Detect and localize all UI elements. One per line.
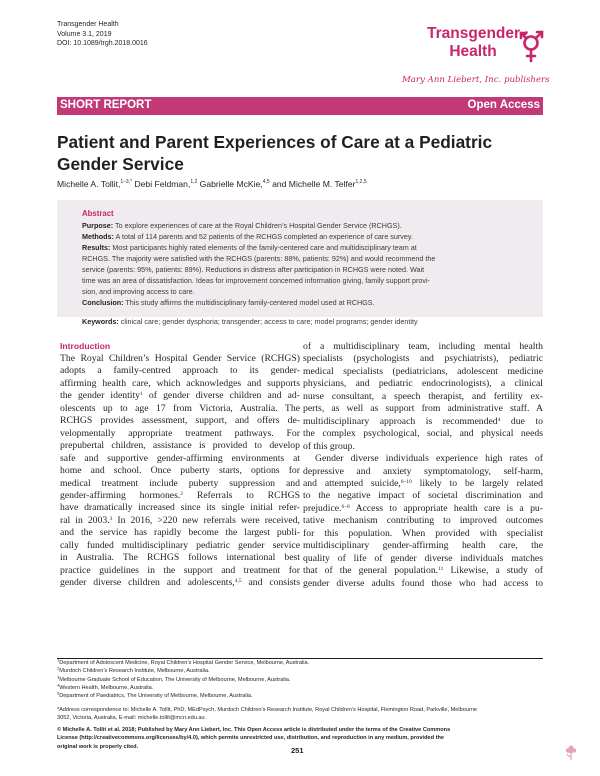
license-line-1: © Michelle A. Tollit et al. 2018; Published by Mary Ann Liebert, Inc. This Open Access article is distributed under the terms of the Creative Commons	[57, 727, 451, 733]
abstract-results	[82, 242, 532, 297]
citation-sup[interactable]: 3	[109, 515, 113, 522]
text-line: have dramatically increased since its single initial refer-	[60, 502, 300, 514]
abstract-conclusion	[82, 297, 532, 308]
text-line: and attempted suicide,$^{6-10}$ likely to be largely related	[303, 477, 543, 489]
logo-line1: Transgender	[427, 25, 521, 42]
journal-meta	[57, 20, 148, 49]
text-line: practice guidelines in the support and treatment for	[60, 564, 300, 576]
flower-icon	[565, 745, 577, 761]
text-line: olescents up to age 17 from Victoria, Australia. The	[60, 402, 300, 414]
text-line: specialists (psychologists and psychiatrists), pediatric	[303, 353, 543, 365]
conclusion-label: Conclusion:	[82, 298, 124, 307]
journal-logo[interactable]	[427, 25, 519, 61]
methods-label: Methods:	[82, 232, 114, 241]
transgender-symbol-icon	[518, 26, 546, 64]
text-line: that of the general population.$^{11}$ Likewise, a study of	[303, 565, 544, 577]
purpose-text: To explore experiences of care at the Royal Children’s Hospital Gender Service (RCHGS).	[113, 221, 402, 230]
purpose-label: Purpose:	[82, 221, 114, 230]
text-line: tative mechanism contributing to improved outcomes	[303, 515, 543, 527]
author-list	[57, 179, 367, 189]
results-line-5: sion, and improving access to care.	[82, 287, 195, 296]
text-line: for this population. When provided with specialist	[303, 527, 543, 539]
text-line: Gender diverse individuals experience high rates of	[315, 453, 543, 465]
abstract-keywords	[82, 316, 532, 327]
title-line-2: Gender Service	[57, 154, 184, 174]
journal-volume: Volume 3.1, 2019	[57, 30, 112, 38]
text-line: home and school. Once puberty starts, options for	[60, 465, 300, 477]
logo-line2: Health	[449, 43, 497, 60]
citation-sup[interactable]: 2	[180, 490, 184, 497]
author-affiliation-sup: 1–3,*	[120, 179, 133, 185]
results-line-1: Most participants highly rated elements of the family-centered care and multidisciplinary team at	[110, 243, 417, 252]
citation-sup[interactable]: 11	[438, 566, 444, 573]
article-title	[57, 131, 517, 175]
affiliation-item: $^2$Murdoch Children’s Research Institute, Melbourne, Australia.	[57, 665, 210, 675]
author-affiliation-sup: 1,2,5	[355, 179, 367, 185]
license-line-2: License (http://creativecommons.org/licenses/by/4.0), which permits unrestricted use, distribution, and reproduction in any medium, provided the	[57, 735, 444, 742]
right-column	[303, 341, 543, 590]
text-line: multidisciplinary approach is recommended$^4$ due to	[303, 415, 543, 427]
text-line: depressive and anxiety symptomatology, self-harm,	[303, 465, 543, 477]
text-line: quality of life of gender diverse individuals matches	[303, 552, 543, 564]
affiliation-item: $^3$Melbourne Graduate School of Education, The University of Melbourne, Melbourne, Australia.	[57, 674, 291, 683]
abstract-methods	[82, 231, 532, 242]
affiliation-item: $^1$Department of Adolescent Medicine, Royal Children’s Hospital Gender Service, Melbourne, Australia.	[57, 657, 310, 666]
author-name[interactable]: and Michelle M. Telfer	[269, 179, 356, 189]
results-line-3: service (parents: 95%, patients: 89%). Reductions in distress after participation in RCHGS were noted. Wait	[82, 265, 425, 274]
methods-text: A total of 114 parents and 52 patients of the RCHGS completed an experience of care survey.	[113, 232, 413, 241]
introduction-heading: Introduction	[60, 341, 111, 351]
text-line: gender-affirming hormones.$^2$ Referrals to RCHGS	[60, 489, 300, 501]
author-affiliation-sup: 4,5	[262, 179, 270, 185]
correspondence-line-2: 3052, Victoria, Australia, E-mail: michelle.tollit@mcri.edu.au	[57, 715, 205, 722]
citation-sup[interactable]: 6–10	[400, 478, 412, 485]
text-line: in Australia. The RCHGS follows international best	[60, 552, 300, 564]
correspondence	[57, 706, 543, 723]
text-line: of a multidisciplinary team, including mental health	[303, 341, 543, 352]
text-line: affirming health care, which acknowledges and supports	[60, 377, 300, 389]
affiliations	[57, 659, 543, 700]
citation-sup[interactable]: 1	[140, 391, 143, 398]
author-affiliation-sup: 1,2	[190, 179, 198, 185]
left-column	[60, 353, 300, 590]
text-line: ral in 2003.$^3$ In 2016, >220 new referrals were received,	[60, 514, 300, 526]
author-name[interactable]: Gabrielle McKie,	[197, 179, 263, 189]
text-line: prejudice.$^{6-8}$ Access to appropriate health care is a pu-	[303, 502, 543, 514]
text-line: perts, as well as support from administrative staff. A	[303, 403, 543, 415]
citation-sup[interactable]: 6–8	[341, 503, 350, 510]
publisher-logo-text: Mary Ann Liebert, Inc. publishers	[402, 75, 550, 85]
results-label: Results:	[82, 243, 111, 252]
abstract-heading: Abstract	[82, 209, 114, 218]
text-line: and the service has rapidly become the largest publi-	[60, 527, 300, 539]
text-line: medical treatment include puberty suppression and	[60, 477, 300, 489]
text-line: velopmentally appropriate treatment pathways. For	[60, 427, 300, 439]
affiliation-item: $^4$Western Health, Melbourne, Australia.	[57, 682, 154, 691]
text-line: gender diverse adults found those who had access to	[303, 577, 543, 589]
text-line: The Royal Children’s Hospital Gender Service (RCHGS)	[60, 353, 300, 364]
open-access-label: Open Access	[467, 99, 540, 111]
page-number: 251	[291, 746, 304, 755]
text-line: nurse consultant, a speech therapist, and fertility ex-	[303, 390, 543, 402]
affiliation-item: $^5$Department of Paediatrics, The University of Melbourne, Melbourne, Australia.	[57, 690, 253, 700]
text-line: medical specialists (pediatricians, adolescent medicine	[303, 365, 543, 377]
text-line: prepubertal children, assistance is provided to develop	[60, 440, 300, 452]
text-line: the complex psychological, social, and physical needs	[303, 428, 543, 440]
text-line: RCHGS provides assessment, support, and offers de-	[60, 415, 300, 427]
text-line: physicians, and pediatric endocrinologists), a clinical	[303, 378, 543, 390]
results-line-2: RCHGS. The majority were satisfied with the RCHGS (parents: 88%, patients: 92%) and would recommend the	[82, 254, 436, 263]
conclusion-text: This study affirms the multidisciplinary family-centered model used at RCHGS.	[123, 298, 375, 307]
text-line: safe and supportive gender-affirming environments at	[60, 452, 300, 464]
text-line: the gender identity$^1$ of gender diverse children and ad-	[60, 390, 300, 402]
author-name[interactable]: Debi Feldman,	[132, 179, 191, 189]
text-line: of this group.	[303, 440, 355, 452]
journal-name: Transgender Health	[57, 21, 119, 28]
citation-sup[interactable]: 4	[497, 416, 501, 423]
article-type-label: SHORT REPORT	[60, 99, 152, 111]
title-line-1: Patient and Parent Experiences of Care at a Pediatric	[57, 132, 493, 152]
text-line: cally funded multidisciplinary pediatric gender service	[60, 539, 300, 551]
author-name[interactable]: Michelle A. Tollit,	[57, 179, 121, 189]
text-line: gender diverse children and adolescents,$^{4,5}$ and consists	[60, 577, 301, 589]
results-line-4: time was an area of dissatisfaction. Ideas for improvement concerned information giving, family support provi-	[82, 276, 430, 285]
text-line: multidisciplinary gender-affirming health care, the	[303, 540, 543, 552]
journal-doi: DOI: 10.1089/trgh.2018.0016	[57, 40, 148, 47]
citation-sup[interactable]: 4,5	[234, 578, 242, 585]
correspondence-line-1: *Address correspondence to: Michelle A. Tollit, PhD, MEdPsych, Murdoch Children’s Research Institute, Royal Children’s Hospital, Flemington Road, Parkville, Melbourne	[57, 707, 478, 713]
text-line: adopts a family-centred approach to its gender-	[60, 365, 300, 377]
text-line: to the negative impact of societal discrimination and	[303, 490, 543, 502]
abstract-purpose	[82, 220, 532, 231]
license-line-3: original work is properly cited.	[57, 743, 139, 750]
keywords-label: Keywords:	[82, 317, 119, 326]
keywords-text: clinical care; gender dysphoria; transgender; access to care; model programs; gender identity	[118, 317, 418, 326]
